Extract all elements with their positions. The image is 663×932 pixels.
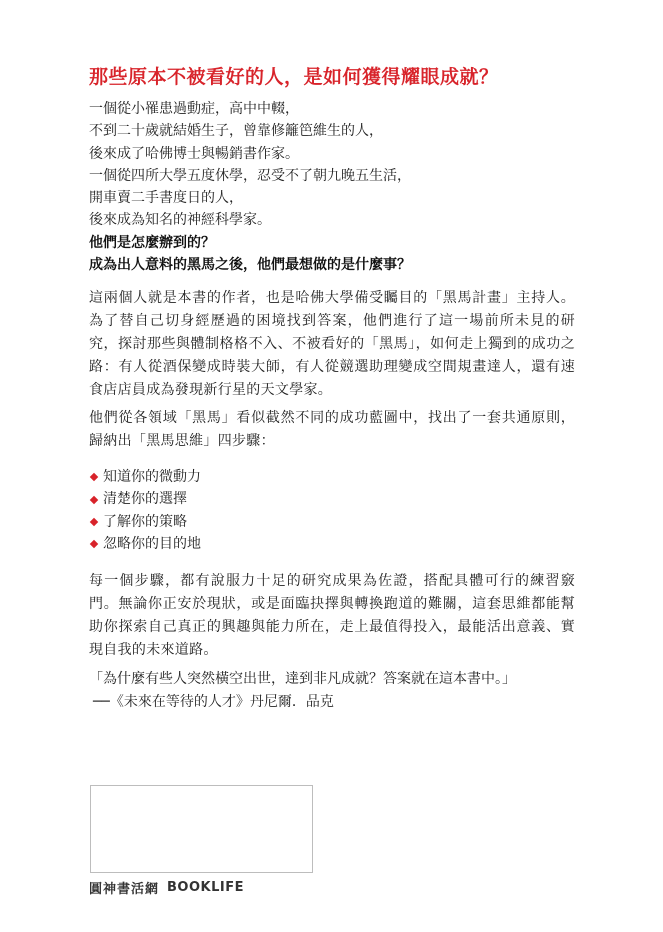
quote-author: ──《未來在等待的人才》丹尼爾．品克 <box>93 694 334 710</box>
list-item <box>89 511 201 533</box>
intro-line: 一個從四所大學五度休學，忍受不了朝九晚五生活， <box>89 167 411 184</box>
intro-line: 不到二十歲就結婚生子，曾靠修籬笆維生的人， <box>89 123 383 140</box>
logo-chinese-text: 圓神書活網 <box>89 882 160 897</box>
step-label: 知道你的微動力 <box>103 469 201 485</box>
step-label: 忽略你的目的地 <box>103 536 201 553</box>
logo-english-text: BOOKLIFE <box>167 880 244 895</box>
body-paragraph-authors: 這兩個人就是本書的作者，也是哈佛大學備受矚目的「黑馬計畫」主持人。為了替自己切身經歷過的困境找到答案，他們進行了這一場前所未見的研究，探討那些與體制格格不入、不被看好的「黑馬」，如何走上獨到的成功之路：有人從酒保變成時裝大師，有人從競選助理變成空間規畫達人，還有速食店店員成為發現新行星的天文學家。 <box>89 290 575 398</box>
body-paragraph-conclusion: 每一個步驟，都有說服力十足的研究成果為佐證，搭配具體可行的練習竅門。無論你正安於現狀，或是面臨抉擇與轉換跑道的難關，這套思維都能幫助你探索自己真正的興趣與能力所在，走上最值得投入，最能活出意義、實現自我的未來道路。 <box>89 573 575 658</box>
step-label: 了解你的策略 <box>103 513 187 530</box>
intro-line: 後來成了哈佛博士與暢銷書作家。 <box>89 145 299 162</box>
diamond-bullet-icon <box>90 495 98 503</box>
page-title: 那些原本不被看好的人，是如何獲得耀眼成就？ <box>89 66 499 88</box>
diamond-bullet-icon <box>90 518 98 526</box>
diamond-bullet-icon <box>90 473 98 481</box>
intro-line: 開車賣二手書度日的人， <box>89 190 243 207</box>
intro-question: 他們是怎麼辦到的？ <box>89 234 215 251</box>
list-item <box>89 466 201 488</box>
list-item <box>89 488 201 510</box>
publisher-logo <box>89 878 244 897</box>
intro-line: 後來成為知名的神經科學家。 <box>89 212 271 229</box>
intro-block <box>89 98 589 276</box>
list-item <box>89 533 201 555</box>
barcode-placeholder-box <box>90 785 313 873</box>
steps-list <box>89 466 201 556</box>
quote-text: 「為什麼有些人突然橫空出世，達到非凡成就？答案就在這本書中。」 <box>89 671 516 687</box>
step-label: 清楚你的選擇 <box>103 491 187 508</box>
endorsement-quote <box>89 668 516 714</box>
intro-question: 成為出人意料的黑馬之後，他們最想做的是什麼事？ <box>89 257 411 274</box>
diamond-bullet-icon <box>90 540 98 548</box>
intro-line: 一個從小罹患過動症，高中中輟， <box>89 101 299 117</box>
body-paragraph-principles: 他們從各領域「黑馬」看似截然不同的成功藍圖中，找出了一套共通原則，歸納出「黑馬思維」四步驟： <box>89 410 575 449</box>
